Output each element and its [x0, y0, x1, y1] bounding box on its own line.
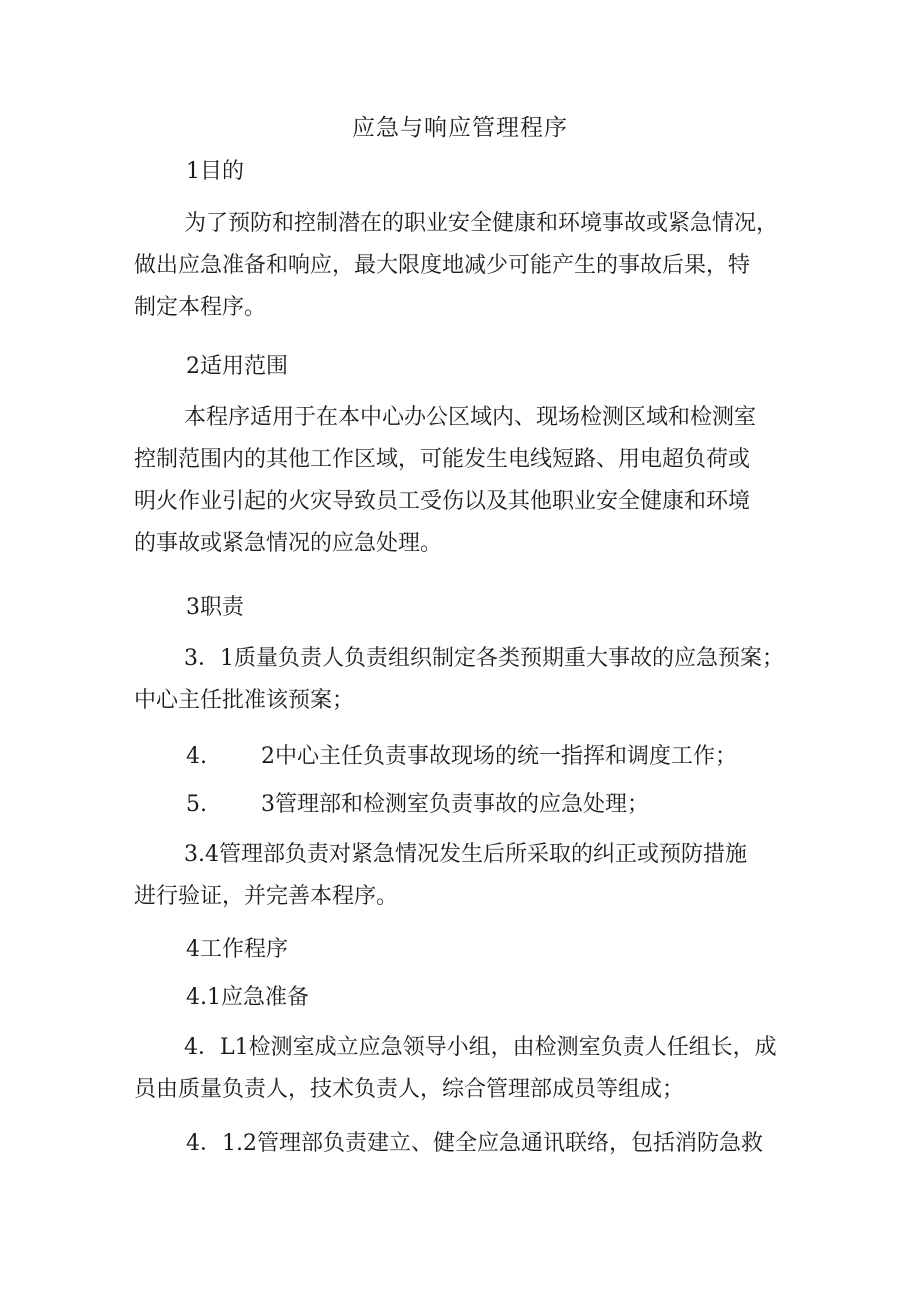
paragraph-line: 员由质量负责人，技术负责人，综合管理部成员等组成； — [134, 1077, 685, 1102]
section-1-heading: 1目的 — [186, 159, 244, 184]
paragraph-line: 3.4管理部负责对紧急情况发生后所采取的纠正或预防措施 — [184, 842, 747, 867]
document-title: 应急与响应管理程序 — [352, 115, 568, 141]
item-3-2 — [186, 737, 737, 777]
paragraph-line: 中心主任批准该预案； — [134, 688, 355, 713]
list-number: 4. — [186, 744, 207, 769]
paragraph-line: 明火作业引起的火灾导致员工受伤以及其他职业安全健康和环境 — [134, 489, 751, 514]
list-text: 3管理部和检测室负责事故的应急处理； — [261, 792, 649, 817]
item-4-1-1 — [134, 1027, 794, 1111]
paragraph-line: 控制范围内的其他工作区域，可能发生电线短路、用电超负荷或 — [134, 447, 751, 472]
section-2-heading: 2适用范围 — [186, 354, 288, 379]
section-4-1-heading: 4.1应急准备 — [186, 985, 309, 1010]
paragraph-line: 的事故或紧急情况的应急处理。 — [134, 531, 443, 556]
section-3-heading: 3职责 — [186, 595, 244, 620]
list-text: 2中心主任负责事故现场的统一指挥和调度工作； — [261, 744, 737, 769]
item-3-4 — [134, 834, 794, 918]
paragraph-line: 制定本程序。 — [134, 295, 267, 320]
paragraph-line: 进行验证，并完善本程序。 — [134, 884, 399, 909]
item-3-1 — [134, 638, 794, 722]
list-number: 5. — [186, 792, 207, 817]
paragraph-line: 4．L1检测室成立应急领导小组，由检测室负责人任组长，成 — [184, 1035, 777, 1060]
section-1-paragraph — [134, 203, 794, 329]
paragraph-line: 为了预防和控制潜在的职业安全健康和环境事故或紧急情况， — [184, 211, 779, 236]
paragraph-line: 做出应急准备和响应，最大限度地减少可能产生的事故后果，特 — [134, 253, 751, 278]
item-3-3 — [186, 785, 649, 825]
section-4-heading: 4工作程序 — [186, 937, 288, 962]
section-2-paragraph — [134, 397, 794, 565]
item-4-1-2: 4．1.2管理部负责建立、健全应急通讯联络，包括消防急救 — [186, 1131, 763, 1156]
paragraph-line: 本程序适用于在本中心办公区域内、现场检测区域和检测室 — [184, 405, 757, 430]
paragraph-line: 3．1质量负责人负责组织制定各类预期重大事故的应急预案； — [184, 646, 784, 671]
